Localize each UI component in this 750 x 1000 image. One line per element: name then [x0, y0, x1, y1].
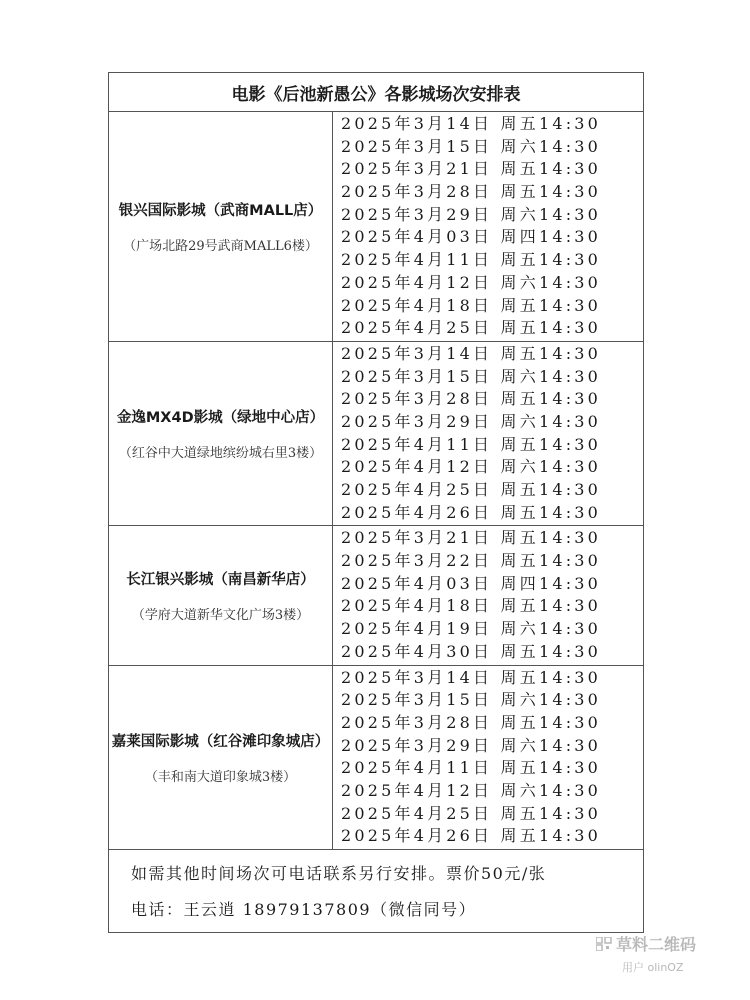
table-footer [109, 850, 643, 932]
footer-contact: 电话：王云逍 18979137809（微信同号） [131, 900, 477, 919]
session-time: 2025年4月03日 周四14:30 [341, 227, 602, 247]
session-time: 2025年3月14日 周五14:30 [341, 114, 602, 133]
session-time: 2025年4月18日 周五14:30 [341, 295, 602, 315]
session-time: 2025年3月29日 周六14:30 [341, 411, 602, 431]
session-time: 2025年4月12日 周六14:30 [341, 272, 602, 292]
cinema-info [109, 342, 333, 526]
session-time: 2025年3月15日 周六14:30 [341, 136, 602, 156]
session-time: 2025年4月03日 周四14:30 [341, 573, 602, 593]
cinema-name: 金逸MX4D影城（绿地中心店） [116, 410, 325, 427]
cinema-address: （学府大道新华文化广场3楼） [131, 607, 310, 623]
session-time: 2025年4月18日 周五14:30 [341, 596, 602, 616]
table-title: 电影《后池新愚公》各影城场次安排表 [109, 73, 643, 112]
session-time: 2025年4月26日 周五14:30 [341, 826, 602, 846]
session-time: 2025年3月28日 周五14:30 [341, 712, 602, 732]
cinema-row [109, 112, 643, 342]
session-time: 2025年4月25日 周五14:30 [341, 318, 602, 338]
schedule-table [108, 72, 644, 933]
cinema-row [109, 666, 643, 851]
footer-note: 如需其他时间场次可电话联系另行安排。票价50元/张 [131, 864, 547, 883]
cinema-address: （广场北路29号武商MALL6楼） [123, 238, 318, 254]
watermark-user: 用户 olinOZ [622, 961, 684, 974]
session-time: 2025年3月15日 周六14:30 [341, 690, 602, 710]
cinema-info [109, 526, 333, 664]
cinema-name: 长江银兴影城（南昌新华店） [126, 571, 315, 588]
session-time: 2025年4月11日 周五14:30 [341, 434, 602, 454]
session-list [333, 112, 643, 341]
session-time: 2025年3月28日 周五14:30 [341, 182, 602, 202]
session-time: 2025年4月25日 周五14:30 [341, 480, 602, 499]
session-time: 2025年3月29日 周六14:30 [341, 204, 602, 224]
session-time: 2025年3月15日 周六14:30 [341, 366, 602, 386]
cinema-address: （红谷中大道绿地缤纷城右里3楼） [118, 446, 323, 462]
cinema-info [109, 112, 333, 341]
cinema-info [109, 666, 333, 850]
cinema-name: 银兴国际影城（武商MALL店） [118, 202, 323, 219]
session-time: 2025年3月29日 周六14:30 [341, 735, 602, 755]
session-time: 2025年4月12日 周六14:30 [341, 780, 602, 800]
session-time: 2025年4月19日 周六14:30 [341, 619, 602, 639]
session-list [333, 666, 643, 850]
watermark-brand: 草料二维码 [616, 935, 697, 954]
session-list [333, 342, 643, 526]
cinema-row [109, 342, 643, 527]
session-time: 2025年3月21日 周五14:30 [341, 528, 602, 548]
session-time: 2025年4月30日 周五14:30 [341, 641, 602, 661]
session-time: 2025年4月12日 周六14:30 [341, 457, 602, 477]
session-time: 2025年3月14日 周五14:30 [341, 343, 602, 363]
session-time: 2025年4月11日 周五14:30 [341, 758, 602, 778]
cinema-address: （丰和南大道印象城3楼） [144, 769, 297, 785]
session-time: 2025年4月25日 周五14:30 [341, 803, 602, 823]
cinema-name: 嘉莱国际影城（红谷滩印象城店） [111, 733, 330, 750]
watermark [596, 932, 696, 975]
session-time: 2025年4月11日 周五14:30 [341, 250, 602, 270]
session-time: 2025年4月26日 周五14:30 [341, 502, 602, 522]
cinema-row [109, 526, 643, 665]
session-time: 2025年3月21日 周五14:30 [341, 159, 602, 179]
session-list [333, 526, 643, 664]
session-time: 2025年3月28日 周五14:30 [341, 389, 602, 409]
session-time: 2025年3月14日 周五14:30 [341, 667, 602, 687]
qr-code-icon [596, 937, 612, 951]
cinema-rows [109, 112, 643, 850]
session-time: 2025年3月22日 周五14:30 [341, 551, 602, 571]
